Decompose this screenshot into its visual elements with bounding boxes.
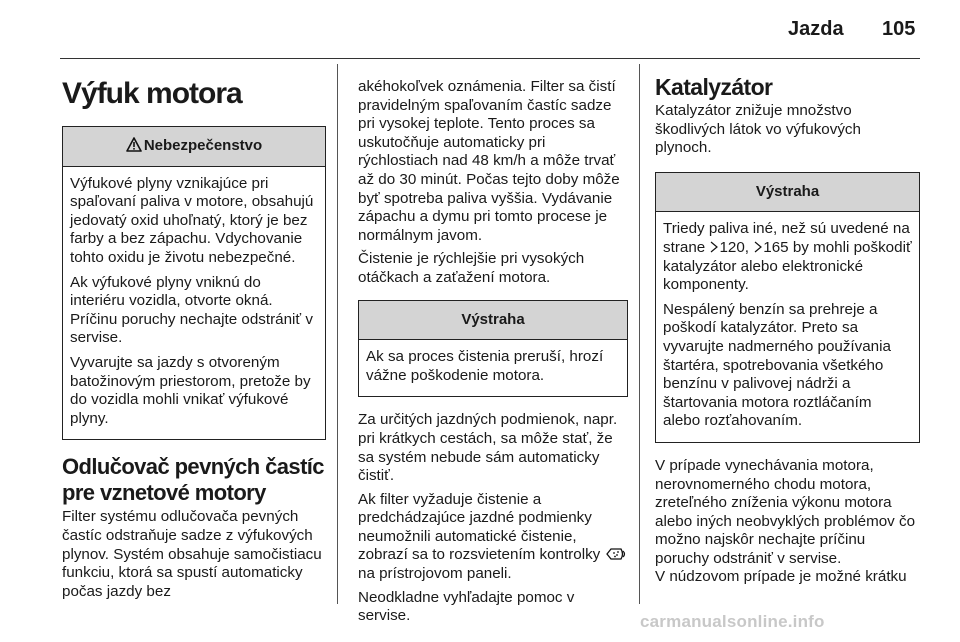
section-title-particle-filter: Odlučovač pevných častíc pre vznetové motory [62,454,324,506]
column-3 [655,74,920,592]
catalyst-intro: Katalyzátor znižuje množstvo škodlivých látok vo výfukových plynoch. [655,102,861,157]
running-head [0,14,960,44]
service-paragraph: Neodkladne vyhľadajte pomoc v servise. [358,588,575,625]
column-2 [358,78,628,631]
warning-box-cleaning [358,300,628,398]
emergency-paragraph: V núdzovom prípade je možné krátku [655,568,907,586]
unburnt-fuel-warning: Nespálený benzín sa prehreje a poškodí katalyzátor. Preto sa vyvarujte nadmerného používania štartéra, spotrebovania všetkého benzínu v palivovej nádrži a štartovania motora roztláčaním alebo rozťahovaním. [663,300,891,430]
warning-box-body [359,340,627,396]
warning-box-body [656,212,919,442]
danger-box-body [63,167,325,440]
cleaning-speed-note: Čistenie je rýchlejšie pri vysokých otáčkach a zaťažení motora. [358,250,585,286]
danger-box-header [63,127,325,167]
column-1 [62,70,326,606]
danger-paragraph: Výfukové plyny vznikajúce pri spaľovaní paliva v motore, obsahujú jedovatý oxid uhoľnatý, ktorý je bez farby a bez zápachu. Vdychovanie tohto oxidu je životu nebezpečné. [70,174,314,266]
indicator-text: Ak filter vyžaduje čistenie a predchádzajúce jazdné podmienky neumožnili automatické čistenie, zobrazí sa to rozsvietením kontrolky [358,490,601,564]
column-divider [639,64,640,604]
danger-box-title: Nebezpečenstvo [143,137,263,154]
page-reference-icon [753,241,763,253]
warning-box-header: Výstraha [359,301,627,341]
danger-paragraph: Vyvarujte sa jazdy s otvoreným batožinovým priestorom, pretože by do vozidla mohli vnikať výfukové plyny. [70,353,311,427]
danger-paragraph: Ak výfukové plyny vniknú do interiéru vozidla, otvorte okná. Príčinu poruchy nechajte odstrániť v servise. [70,273,313,347]
page-ref-link[interactable]: 120 [719,238,745,256]
indicator-paragraph [358,491,628,584]
misfire-paragraph: V prípade vynechávania motora, nerovnomerného chodu motora, zreteľného zníženia výkonu motora alebo iných neobvyklých problémov čo možno najskôr nechajte príčinu poruchy odstrániť v servise. [655,456,916,567]
warning-text: Triedy paliva iné, než sú uvedené na strane [663,220,910,256]
page-ref-link[interactable]: 165 [763,238,789,256]
particle-filter-text: Filter systému odlučovača pevných častíc odstraňuje sadze z výfukových plynov. Systém obsahuje samočistiacu funkciu, ktorá sa spustí automaticky počas jazdy bez [62,508,322,600]
page-reference-icon [709,241,719,253]
section-title-catalyst: Katalyzátor [655,74,773,100]
warning-box-header: Výstraha [656,173,919,213]
section-title-exhaust: Výfuk motora [62,77,242,110]
warning-text: Ak sa proces čistenia preruší, hrozí vážne poškodenie motora. [366,348,604,384]
column-divider [337,64,338,604]
indicator-text-cont: na prístrojovom paneli. [358,565,512,583]
particle-filter-icon [605,546,627,562]
warning-triangle-icon [126,137,142,152]
danger-box [62,126,326,440]
cleaning-description: akéhokoľvek oznámenia. Filter sa čistí pravidelným spaľovaním častíc sadze pri vysokej teplote. Tento proces sa uskutočňuje automaticky pri rýchlostiach nad 48 km/h a môže trvať až do 30 minút. Počas tejto doby môže byť spotreba paliva vyššia. Vydávanie zápachu a dymu pri tomto procese je normálnym javom. [358,78,620,244]
warning-text-cont: by mohli poškodiť katalyzátor alebo elektronické komponenty. [663,238,912,294]
header-rule [60,58,920,59]
page-number: 105 [882,18,916,40]
warning-box-catalyst [655,172,920,443]
conditions-paragraph: Za určitých jazdných podmienok, napr. pri krátkych cestách, sa môže stať, že sa systém nebude sám automaticky čistiť. [358,411,618,485]
watermark: carmanualsonline.info [640,612,825,631]
section-name: Jazda [788,18,844,40]
fuel-grade-warning: Triedy paliva iné, než sú uvedené na strane 120, 165 by mohli poškodiť katalyzátor alebo elektronické komponenty. [663,220,912,294]
